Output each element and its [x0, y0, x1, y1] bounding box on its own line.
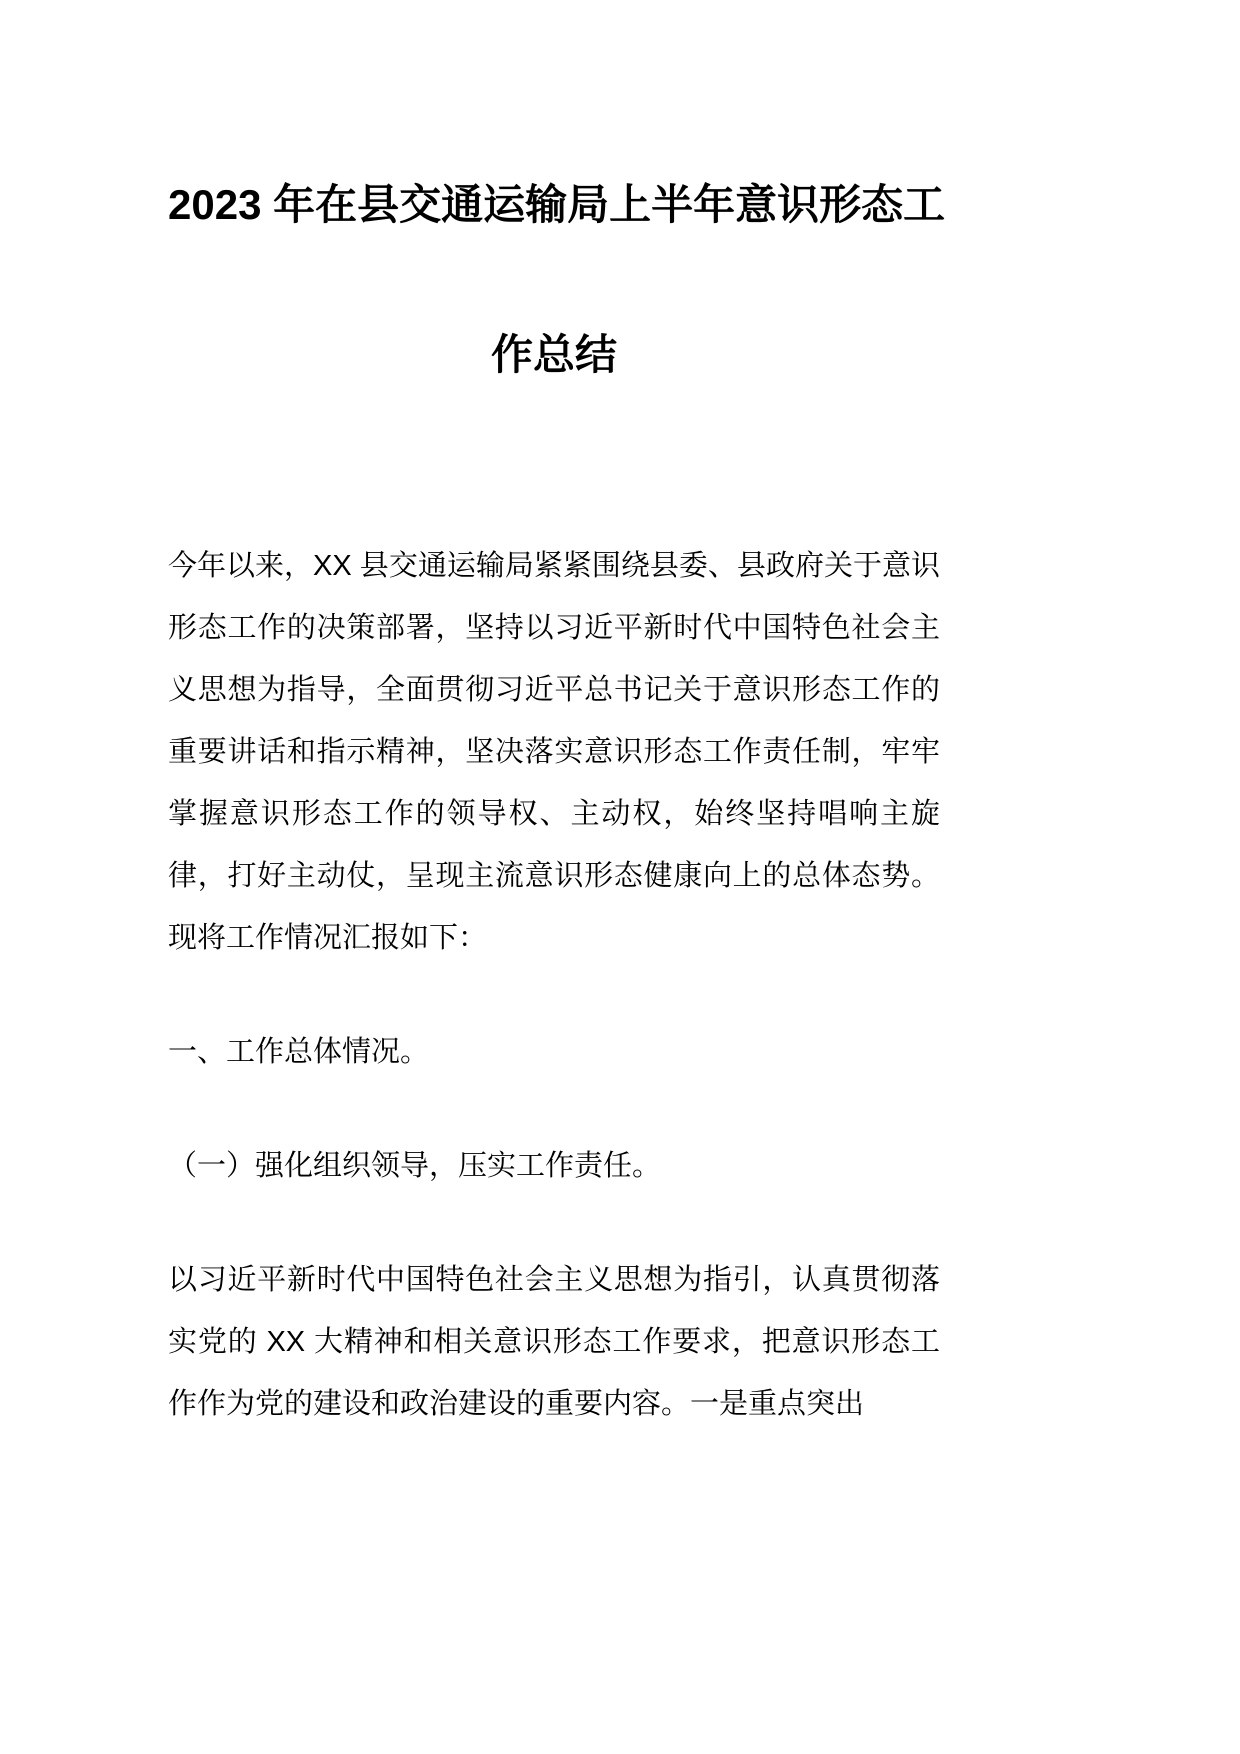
section-heading-1: 一、工作总体情况。 [168, 1036, 430, 1068]
body-paragraph-intro: 今年以来，XX 县交通运输局紧紧围绕县委、县政府关于意识形态工作的决策部署，坚持以习近平新时代中国特色社会主义思想为指导，全面贯彻习近平总书记关于意识形态工作的重要讲话和指示精神，坚决落实意识形态工作责任制，牢牢掌握意识形态工作的领导权、主动权，始终坚持唱响主旋律，打好主动仗，呈现主流意识形态健康向上的总体态势。现将工作情况汇报如下： [168, 550, 940, 954]
body-paragraph-section-1-1: 以习近平新时代中国特色社会主义思想为指引，认真贯彻落实党的 XX 大精神和相关意识形态工作要求，把意识形态工作作为党的建设和政治建设的重要内容。一是重点突出 [168, 1264, 940, 1420]
section-heading-1-1: （一）强化组织领导，压实工作责任。 [168, 1150, 662, 1182]
document-title [168, 130, 946, 430]
document-title-line-2: 作总结 [490, 331, 617, 378]
document-body [168, 535, 940, 1435]
document-title-line-1: 2023 年在县交通运输局上半年意识形态工 [168, 181, 946, 228]
